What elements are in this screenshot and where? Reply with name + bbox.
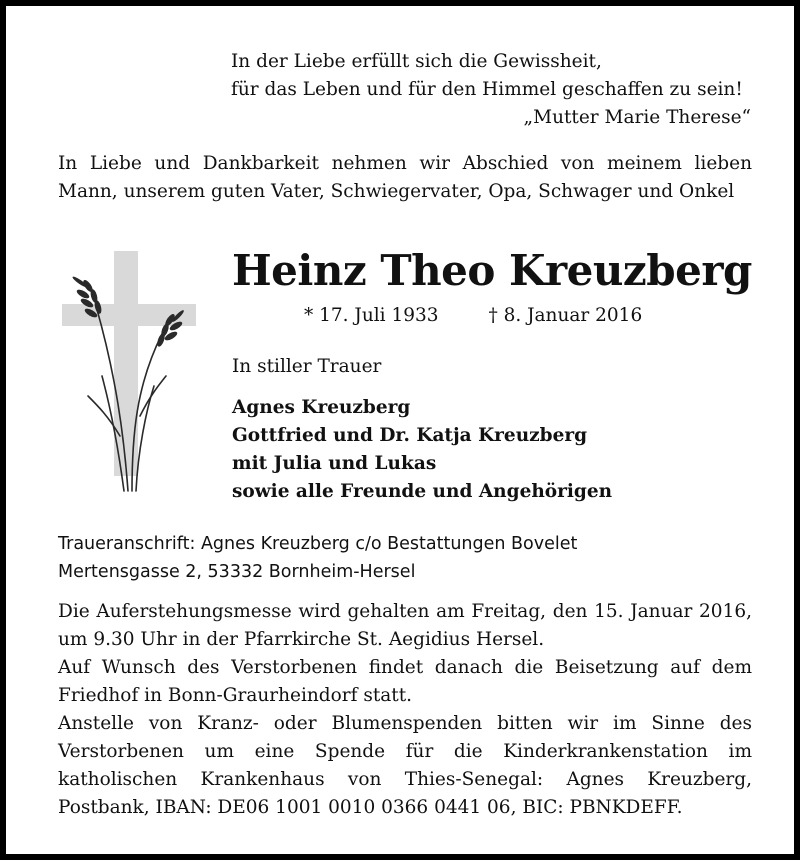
family-member: Agnes Kreuzberg [232,397,411,418]
quote-line-2: für das Leben und für den Himmel geschaffen zu sein! [231,79,743,100]
family-member: Gottfried und Dr. Katja Kreuzberg [232,425,588,446]
quote-line-1: In der Liebe erfüllt sich die Gewissheit, [231,51,602,72]
donation-paragraph: Anstelle von Kranz- oder Blumenspenden bitten wir im Sinne des Verstorbenen um eine Spende für die Kinderkrankenstation im katholischen Krankenhaus von Thies-Senegal: Agnes Kreuzberg, Postbank, IBAN: DE06 1001 0010 0366 0441 06, BIC: PBNKDEFF. [58,713,752,818]
family-member: sowie alle Freunde und Angehörigen [232,481,613,502]
mass-paragraph: Die Auferstehungsmesse wird gehalten am Freitag, den 15. Januar 2016, um 9.30 Uhr in der Pfarrkirche St. Aegidius Hersel. [58,601,752,650]
cross-wheat-symbol [58,246,203,496]
address-line-2: Mertensgasse 2, 53332 Bornheim-Hersel [58,562,416,582]
burial-paragraph: Auf Wunsch des Verstorbenen findet danach die Beisetzung auf dem Friedhof in Bonn-Graurheindorf statt. [58,657,752,706]
life-dates [304,302,724,330]
quote-source: „Mutter Marie Therese“ [523,107,751,128]
epigraph-quote [231,48,751,132]
intro-text: In Liebe und Dankbarkeit nehmen wir Abschied von meinem lieben Mann, unserem guten Vater, Schwiegervater, Opa, Schwager und Onkel [58,153,752,202]
cross-with-wheat-icon [58,246,203,496]
birth-date: * 17. Juli 1933 [304,305,439,326]
deceased-name: Heinz Theo Kreuzberg [232,246,752,295]
mourning-heading: In stiller Trauer [232,356,382,377]
death-date: † 8. Januar 2016 [488,305,643,326]
service-details [58,598,752,822]
family-list [232,394,652,506]
mourning-address [58,530,752,586]
family-member: mit Julia und Lukas [232,453,437,474]
address-line-1: Traueranschrift: Agnes Kreuzberg c/o Bestattungen Bovelet [58,534,578,554]
